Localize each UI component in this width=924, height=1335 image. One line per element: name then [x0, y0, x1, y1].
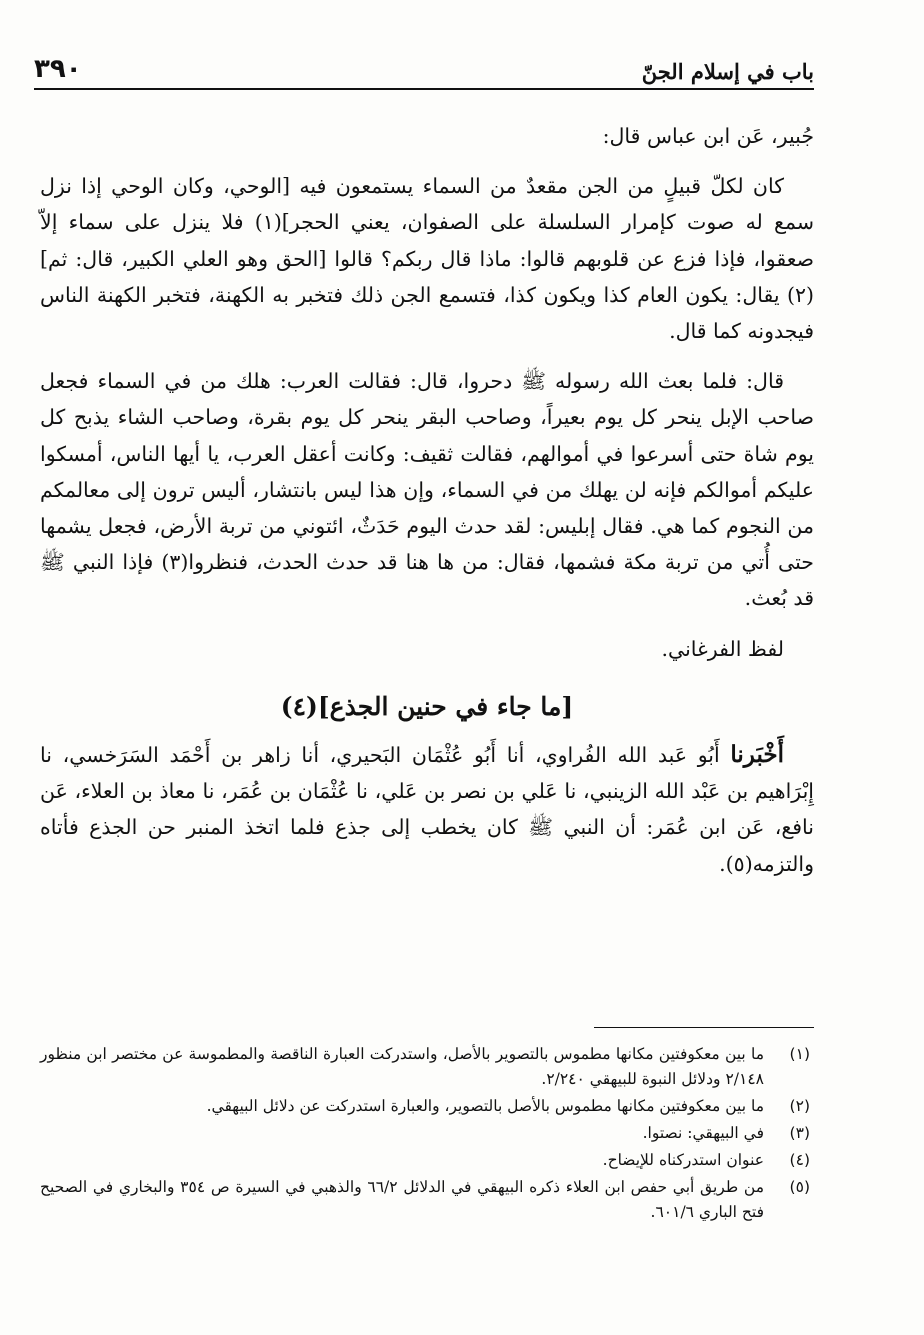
footnote-number: (٢) [789, 1097, 810, 1115]
footnote-text: من طريق أبي حفص ابن العلاء ذكره البيهقي في الدلائل ٦٦/٢ والذهبي في السيرة ص ٣٥٤ والبخاري في الصحيح فتح الباري ٦٠١/٦. [40, 1178, 764, 1221]
footnote-item [40, 1121, 810, 1146]
footnote-item [40, 1148, 810, 1173]
paragraph-trunk-text: أَبُو عَبد الله الفُراوي، أنا أَبُو عُثْمَان البَحيري، أنا زاهر بن أَحْمَد السَرَخسي، نا إِبْرَاهيم بن عَبْد الله الزينبي، نا عَلي بن نصر بن عَلي، نا عُثْمَان بن عُمَر، نا معاذ بن العلاء، عَن نافع، عَن ابن عُمَر: أن النبي ﷺ كان يخطب إلى جذع فلما اتخذ المنبر حن الجذع فأتاه والتزمه(٥). [40, 743, 814, 876]
page-header [34, 48, 814, 90]
footnote-separator [594, 1027, 814, 1028]
paragraph-wording-note: لفظ الفرغاني. [661, 636, 784, 661]
footnote-number: (٣) [789, 1124, 810, 1142]
footnote-text: ما بين معكوفتين مكانها مطموس بالتصوير بالأصل، واستدركت العبارة الناقصة والمطموسة عن مختصر ابن منظور ٢/١٤٨ ودلائل النبوة للبيهقي ٢/٢٤٠. [40, 1045, 764, 1088]
paragraph-trunk-narration [40, 737, 814, 882]
footnote-item [40, 1042, 810, 1092]
footnote-item [40, 1175, 810, 1225]
paragraph-continuation: جُبير، عَن ابن عباس قال: [602, 124, 814, 148]
footnote-text: ما بين معكوفتين مكانها مطموس بالأصل بالتصوير، والعبارة استدركت عن دلائل البيهقي. [206, 1097, 764, 1115]
main-text [40, 118, 814, 896]
footnote-text: في البيهقي: نصتوا. [642, 1124, 764, 1142]
footnote-number: (١) [789, 1045, 810, 1063]
footnotes [40, 1042, 810, 1227]
footnote-number: (٤) [789, 1151, 810, 1169]
footnote-number: (٥) [789, 1178, 810, 1196]
paragraph-prophet-sent: قال: فلما بعث الله رسوله ﷺ دحروا، قال: فقالت العرب: هلك من في السماء فجعل صاحب الإبل ينحر كل يوم بعيراً، وصاحب البقر ينحر كل يوم بقرة، وصاحب الشاء يذبح كل يوم شاة حتى أسرعوا في أموالهم، فقالت ثقيف: وكانت أعقل العرب، يا أيها الناس، أمسكوا عليكم أموالكم فإنه لن يهلك من في السماء، وإن هذا ليس بانتشار، أليس ترون إلى معالمكم من النجوم كما هي. فقال إبليس: لقد حدث اليوم حَدَثٌ، ائتوني من تربة الأرض، فجعل يشمها حتى أُتي من تربة مكة فشمها، فقال: من ها هنا قد حدث الحدث، فنظروا(٣) فإذا النبي ﷺ قد بُعث. [40, 369, 814, 611]
running-title: باب في إسلام الجنّ [641, 59, 814, 84]
paragraph-lead-word: أَخْبَرنا [730, 741, 784, 769]
footnote-item [40, 1094, 810, 1119]
paragraph-jinn-listening: كان لكلّ قبيلٍ من الجن مقعدٌ من السماء يستمعون فيه [الوحي، وكان الوحي إذا نزل سمع له صوت كإمرار السلسلة على الصفوان، يعني الحجر](١) فلا ينزل على سماء إلاّ صعقوا، فإذا فزع عن قلوبهم قالوا: ماذا قال ربكم؟ قالوا [الحق وهو العلي الكبير، قال: ثم](٢) يقال: يكون العام كذا ويكون كذا، فتسمع الجن ذلك فتخبر به الكهنة، فتخبر الكهنة الناس فيجدونه كما قال. [40, 174, 814, 344]
footnote-text: عنوان استدركناه للإيضاح. [602, 1151, 764, 1169]
section-heading: [ما جاء في حنين الجذع](٤) [280, 691, 574, 721]
page-number: ٣٩٠ [34, 54, 82, 84]
